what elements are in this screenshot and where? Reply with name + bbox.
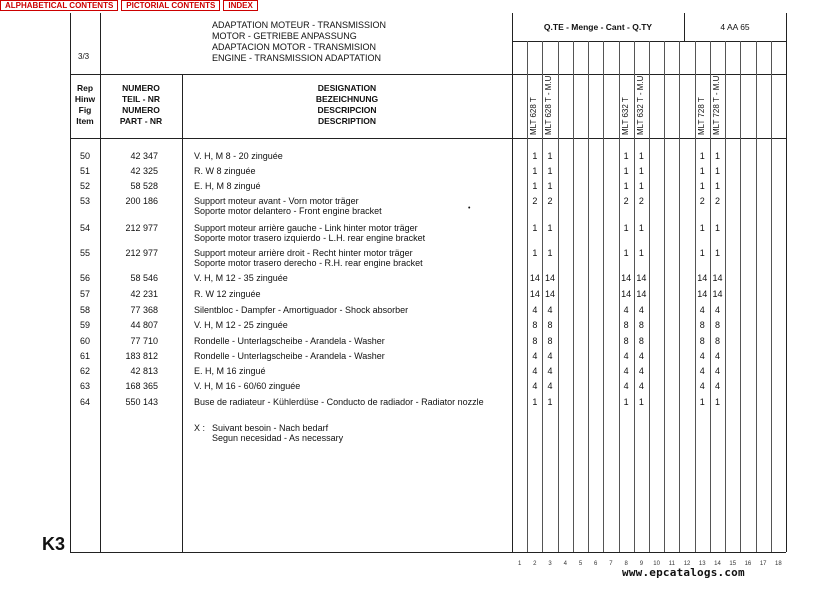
section-title-line: ENGINE - TRANSMISSION ADAPTATION bbox=[212, 53, 382, 63]
row-quantity: 1 bbox=[623, 166, 629, 176]
bottom-column-number: 13 bbox=[698, 561, 706, 567]
bottom-column-number: 5 bbox=[578, 561, 583, 567]
qty-column-divider bbox=[756, 41, 757, 552]
row-quantity: 4 bbox=[638, 381, 644, 391]
rep-header-line: Fig bbox=[78, 105, 92, 115]
row-quantity: 1 bbox=[547, 166, 553, 176]
bottom-column-number: 9 bbox=[639, 561, 644, 567]
row-quantity: 4 bbox=[547, 351, 553, 361]
row-part-number: 42 231 bbox=[130, 289, 158, 299]
part-number-header-line: PART - NR bbox=[119, 116, 163, 126]
row-quantity: 2 bbox=[714, 196, 720, 206]
row-part-number: 42 325 bbox=[130, 166, 158, 176]
row-rep: 60 bbox=[79, 336, 90, 346]
row-rep: 51 bbox=[79, 166, 90, 176]
row-quantity: 8 bbox=[638, 336, 644, 346]
row-quantity: 1 bbox=[547, 248, 553, 258]
section-title-line: ADAPTACION MOTOR - TRANSMISION bbox=[212, 42, 377, 52]
row-part-number: 58 546 bbox=[130, 273, 158, 283]
index-link[interactable]: INDEX bbox=[223, 0, 257, 11]
row-quantity: 4 bbox=[714, 351, 720, 361]
model-label: MLT 632 T - M.U. bbox=[635, 73, 645, 135]
part-number-header-line: TEIL - NR bbox=[121, 94, 161, 104]
row-quantity: 4 bbox=[714, 305, 720, 315]
column-divider bbox=[100, 13, 101, 74]
model-label: MLT 628 T bbox=[529, 97, 539, 135]
row-quantity: 8 bbox=[532, 336, 538, 346]
row-quantity: 1 bbox=[532, 181, 538, 191]
row-quantity: 4 bbox=[532, 366, 538, 376]
row-quantity: 1 bbox=[638, 397, 644, 407]
top-navigation bbox=[0, 0, 258, 11]
row-quantity: 8 bbox=[623, 336, 629, 346]
note-line: Suivant besoin - Nach bedarf bbox=[212, 423, 329, 433]
row-description: Rondelle - Unterlagscheibe - Arandela - Washer bbox=[194, 351, 385, 361]
row-rep: 54 bbox=[79, 223, 90, 233]
bottom-rule bbox=[70, 552, 786, 553]
row-quantity: 14 bbox=[712, 273, 723, 283]
row-rep: 59 bbox=[79, 320, 90, 330]
qty-column-divider bbox=[649, 41, 650, 552]
row-part-number: 77 710 bbox=[130, 336, 158, 346]
row-quantity: 1 bbox=[532, 166, 538, 176]
row-description: E. H, M 8 zingué bbox=[194, 181, 261, 191]
qty-column-divider bbox=[603, 41, 604, 552]
row-description: E. H, M 16 zingué bbox=[194, 366, 266, 376]
row-quantity: 1 bbox=[623, 397, 629, 407]
row-quantity: 4 bbox=[547, 305, 553, 315]
row-quantity: 4 bbox=[623, 381, 629, 391]
bottom-column-number: 16 bbox=[744, 561, 752, 567]
row-description: V. H, M 12 - 25 zinguée bbox=[194, 320, 288, 330]
row-part-number: 212 977 bbox=[125, 223, 158, 233]
row-quantity: 1 bbox=[714, 223, 720, 233]
row-description: Support moteur arrière gauche - Link hinter motor träger bbox=[194, 223, 418, 233]
row-quantity: 1 bbox=[623, 223, 629, 233]
section-title-line: MOTOR - GETRIEBE ANPASSUNG bbox=[212, 31, 357, 41]
model-label: MLT 628 T - M.U. bbox=[544, 73, 554, 135]
qty-column-divider bbox=[664, 41, 665, 552]
row-quantity: 4 bbox=[699, 366, 705, 376]
row-quantity: 14 bbox=[545, 273, 556, 283]
note-line: Segun necesidad - As necessary bbox=[212, 433, 344, 443]
row-quantity: 4 bbox=[532, 381, 538, 391]
row-quantity: 14 bbox=[529, 273, 540, 283]
row-part-number: 42 813 bbox=[130, 366, 158, 376]
bottom-column-number: 15 bbox=[729, 561, 737, 567]
row-quantity: 14 bbox=[621, 273, 632, 283]
qty-column-divider bbox=[771, 41, 772, 552]
row-description: R. W 12 zinguée bbox=[194, 289, 261, 299]
row-part-number: 550 143 bbox=[125, 397, 158, 407]
rep-header-line: Rep bbox=[76, 83, 94, 93]
row-description: Support moteur arrière droit - Recht hinter motor träger bbox=[194, 248, 413, 258]
row-quantity: 4 bbox=[638, 351, 644, 361]
row-part-number: 183 812 bbox=[125, 351, 158, 361]
part-number-header-line: NUMERO bbox=[122, 83, 160, 93]
page-code: K3 bbox=[42, 534, 66, 554]
row-quantity: 8 bbox=[714, 320, 720, 330]
row-quantity: 4 bbox=[699, 381, 705, 391]
row-rep: 53 bbox=[79, 196, 90, 206]
watermark: www.epcatalogs.com bbox=[622, 566, 745, 579]
row-description: Support moteur avant - Vorn motor träger bbox=[194, 196, 359, 206]
row-description: V. H, M 16 - 60/60 zinguée bbox=[194, 381, 301, 391]
row-rep: 50 bbox=[79, 151, 90, 161]
row-rep: 55 bbox=[79, 248, 90, 258]
row-quantity: 8 bbox=[699, 320, 705, 330]
row-quantity: 4 bbox=[623, 366, 629, 376]
bottom-column-number: 11 bbox=[668, 561, 675, 567]
row-description: Silentbloc - Dampfer - Amortiguador - Shock absorber bbox=[194, 305, 409, 315]
row-quantity: 1 bbox=[547, 151, 553, 161]
section-title-line: ADAPTATION MOTEUR - TRANSMISSION bbox=[212, 20, 387, 30]
row-quantity: 4 bbox=[547, 381, 553, 391]
row-rep: 63 bbox=[79, 381, 90, 391]
note-prefix: X : bbox=[194, 423, 206, 433]
bottom-column-number: 1 bbox=[517, 561, 522, 567]
row-quantity: 1 bbox=[714, 248, 720, 258]
bottom-column-number: 8 bbox=[624, 561, 628, 567]
reference-code: 4 AA 65 bbox=[720, 22, 750, 32]
row-quantity: 1 bbox=[638, 151, 644, 161]
row-rep: 56 bbox=[79, 273, 90, 283]
row-quantity: 1 bbox=[532, 223, 538, 233]
row-quantity: 4 bbox=[638, 366, 644, 376]
column-divider bbox=[182, 74, 183, 552]
row-quantity: 1 bbox=[623, 248, 629, 258]
row-description: R. W 8 zinguée bbox=[194, 166, 256, 176]
row-quantity: 4 bbox=[532, 305, 538, 315]
pictorial-contents-link[interactable]: PICTORIAL CONTENTS bbox=[121, 0, 220, 11]
row-quantity: 8 bbox=[638, 320, 644, 330]
row-quantity: 4 bbox=[699, 351, 705, 361]
column-divider bbox=[512, 13, 513, 552]
row-part-number: 44 807 bbox=[130, 320, 158, 330]
row-quantity: 8 bbox=[714, 336, 720, 346]
row-quantity: 1 bbox=[532, 248, 538, 258]
row-description: V. H, M 12 - 35 zinguée bbox=[194, 273, 288, 283]
qty-column-divider bbox=[740, 41, 741, 552]
row-quantity: 4 bbox=[623, 351, 629, 361]
alphabetical-contents-link[interactable]: ALPHABETICAL CONTENTS bbox=[0, 0, 118, 11]
row-rep: 57 bbox=[79, 289, 90, 299]
bottom-column-number: 12 bbox=[683, 561, 691, 567]
row-quantity: 14 bbox=[636, 289, 647, 299]
qty-column-divider bbox=[588, 41, 589, 552]
model-label: MLT 728 T - M.U. bbox=[711, 73, 721, 135]
row-quantity: 14 bbox=[636, 273, 647, 283]
row-quantity: 14 bbox=[697, 289, 708, 299]
row-description: Rondelle - Unterlagscheibe - Arandela - Washer bbox=[194, 336, 385, 346]
row-quantity: 1 bbox=[638, 223, 644, 233]
row-quantity: 1 bbox=[699, 248, 705, 258]
row-quantity: 1 bbox=[699, 181, 705, 191]
row-quantity: 1 bbox=[699, 166, 705, 176]
qty-header: Q.TE - Menge - Cant - Q.TY bbox=[543, 22, 653, 32]
row-quantity: 8 bbox=[699, 336, 705, 346]
row-quantity: 1 bbox=[623, 151, 629, 161]
row-quantity: 1 bbox=[547, 397, 553, 407]
designation-header-line: DESCRIPCION bbox=[317, 105, 377, 115]
row-description: Buse de radiateur - Kühlerdüse - Conducto de radiador - Radiator nozzle bbox=[194, 397, 484, 407]
row-quantity: 1 bbox=[638, 181, 644, 191]
right-border bbox=[786, 13, 787, 552]
qty-column-divider bbox=[725, 41, 726, 552]
bottom-column-number: 3 bbox=[548, 561, 552, 567]
bottom-column-number: 6 bbox=[594, 561, 598, 567]
row-quantity: 8 bbox=[532, 320, 538, 330]
row-quantity: 14 bbox=[697, 273, 708, 283]
speck: • bbox=[468, 205, 471, 212]
row-quantity: 2 bbox=[532, 196, 538, 206]
bottom-column-number: 14 bbox=[714, 561, 721, 567]
row-description: Soporte motor trasero derecho - R.H. rear engine bracket bbox=[194, 258, 423, 268]
row-part-number: 200 186 bbox=[125, 196, 158, 206]
row-rep: 62 bbox=[79, 366, 90, 376]
row-description: V. H, M 8 - 20 zinguée bbox=[194, 151, 283, 161]
model-label: MLT 632 T bbox=[620, 97, 630, 135]
row-quantity: 1 bbox=[547, 181, 553, 191]
row-part-number: 42 347 bbox=[130, 151, 158, 161]
row-quantity: 1 bbox=[714, 181, 720, 191]
row-quantity: 1 bbox=[699, 223, 705, 233]
row-part-number: 168 365 bbox=[125, 381, 158, 391]
qty-column-divider bbox=[558, 41, 559, 552]
row-quantity: 1 bbox=[532, 397, 538, 407]
row-quantity: 14 bbox=[712, 289, 723, 299]
bottom-column-number: 17 bbox=[759, 561, 767, 567]
row-quantity: 1 bbox=[532, 151, 538, 161]
row-quantity: 8 bbox=[547, 336, 553, 346]
row-quantity: 1 bbox=[714, 166, 720, 176]
row-rep: 64 bbox=[79, 397, 90, 407]
designation-header-line: DESIGNATION bbox=[317, 83, 377, 93]
row-quantity: 1 bbox=[714, 397, 720, 407]
row-part-number: 58 528 bbox=[130, 181, 158, 191]
row-quantity: 1 bbox=[699, 397, 705, 407]
row-quantity: 4 bbox=[638, 305, 644, 315]
row-quantity: 4 bbox=[623, 305, 629, 315]
bottom-column-number: 2 bbox=[533, 561, 537, 567]
row-part-number: 77 368 bbox=[130, 305, 158, 315]
part-number-header-line: NUMERO bbox=[122, 105, 160, 115]
row-quantity: 1 bbox=[623, 181, 629, 191]
row-quantity: 14 bbox=[529, 289, 540, 299]
row-rep: 52 bbox=[79, 181, 90, 191]
row-quantity: 8 bbox=[623, 320, 629, 330]
row-quantity: 4 bbox=[714, 381, 720, 391]
row-rep: 58 bbox=[79, 305, 90, 315]
row-rep: 61 bbox=[79, 351, 90, 361]
row-quantity: 1 bbox=[547, 223, 553, 233]
row-part-number: 212 977 bbox=[125, 248, 158, 258]
bottom-column-number: 10 bbox=[653, 561, 660, 567]
row-quantity: 2 bbox=[638, 196, 644, 206]
qty-column-divider bbox=[679, 41, 680, 552]
row-quantity: 14 bbox=[545, 289, 556, 299]
row-quantity: 2 bbox=[699, 196, 705, 206]
row-quantity: 1 bbox=[714, 151, 720, 161]
bottom-column-number: 4 bbox=[563, 561, 567, 567]
row-quantity: 8 bbox=[547, 320, 553, 330]
qty-column-divider bbox=[573, 41, 574, 552]
bottom-column-number: 18 bbox=[775, 561, 782, 567]
row-quantity: 1 bbox=[638, 248, 644, 258]
designation-header-line: DESCRIPTION bbox=[317, 116, 377, 126]
row-quantity: 4 bbox=[699, 305, 705, 315]
row-description: Soporte motor trasero izquierdo - L.H. rear engine bracket bbox=[194, 233, 426, 243]
row-quantity: 4 bbox=[714, 366, 720, 376]
rep-header-line: Hinw bbox=[74, 94, 96, 104]
rep-header-line: Item bbox=[76, 116, 94, 126]
model-label: MLT 728 T bbox=[696, 97, 706, 135]
designation-header-line: BEZEICHNUNG bbox=[315, 94, 379, 104]
row-quantity: 14 bbox=[621, 289, 632, 299]
page-marker: 3/3 bbox=[78, 52, 90, 61]
row-quantity: 2 bbox=[547, 196, 553, 206]
row-quantity: 1 bbox=[699, 151, 705, 161]
row-quantity: 4 bbox=[532, 351, 538, 361]
row-quantity: 2 bbox=[623, 196, 629, 206]
bottom-column-number: 7 bbox=[609, 561, 613, 567]
row-quantity: 1 bbox=[638, 166, 644, 176]
row-quantity: 4 bbox=[547, 366, 553, 376]
row-description: Soporte motor delantero - Front engine bracket bbox=[194, 206, 382, 216]
